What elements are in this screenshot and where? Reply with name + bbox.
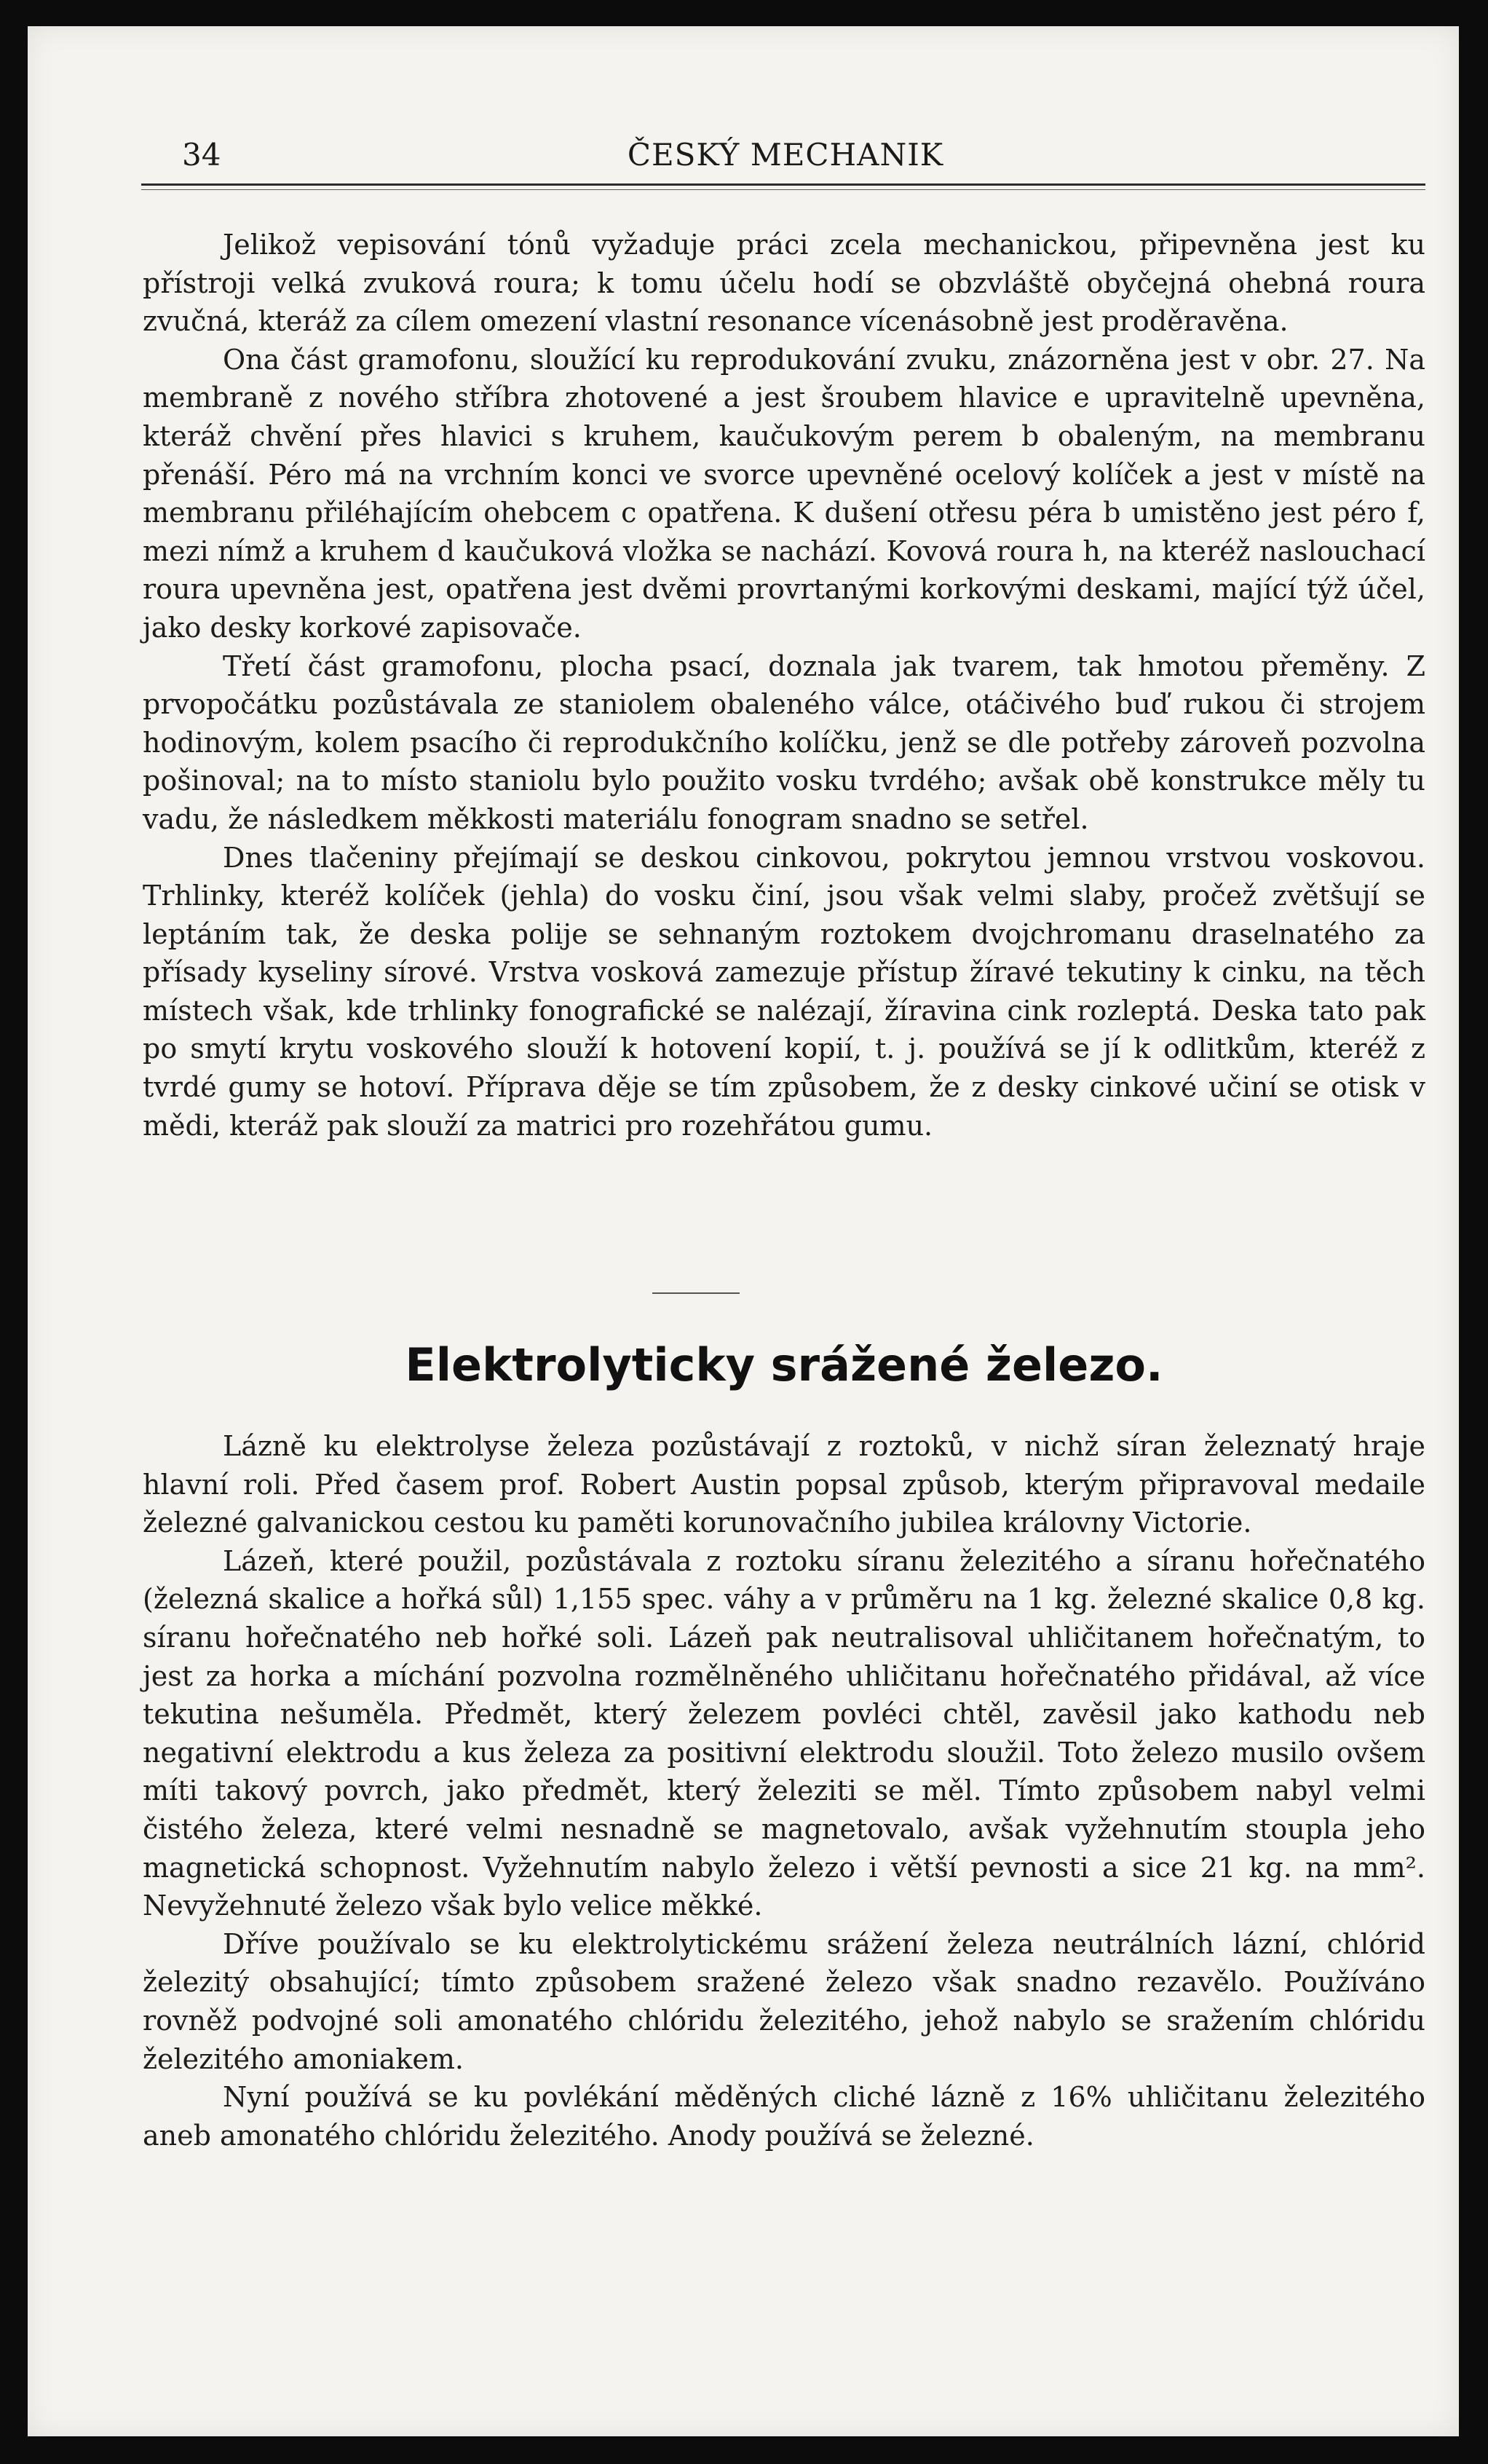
page-header bbox=[141, 109, 1430, 173]
running-title: ČESKÝ MECHANIK bbox=[627, 137, 944, 173]
paragraph: Dnes tlačeniny přejímají se deskou cinkovou, pokrytou jemnou vrstvou voskovou. Trhlinky, kteréž kolíček (jehla) do vosku činí, jsou však velmi slaby, pročež zvětšují se leptáním tak, že deska polije se sehnaným roztokem dvojchromanu draselnatého za přísady kyseliny sírové. Vrstva vosková zamezuje přístup žíravé tekutiny k cinku, na těch místech však, kde trhlinky fonografické se nalézají, žíravina cink rozleptá. Deska tato pak po smytí krytu voskového slouží k hotovení kopií, t. j. používá se jí k odlitkům, kteréž z tvrdé gumy se hotoví. Příprava děje se tím způsobem, že z desky cinkové učiní se otisk v mědi, kteráž pak slouží za matrici pro rozehřátou gumu. bbox=[143, 841, 1425, 1142]
paragraph: Lázně ku elektrolyse železa pozůstávají z roztoků, v nichž síran železnatý hraje hlavní roli. Před časem prof. Robert Austin popsal způsob, kterým připravoval medaile železné galvanickou cestou ku paměti korunovačního jubilea královny Victorie. bbox=[143, 1430, 1425, 1539]
section-body bbox=[143, 1427, 1425, 2155]
header-rule-thin bbox=[141, 189, 1425, 190]
paragraph: Dříve používalo se ku elektrolytickému srážení železa neutrálních lázní, chlórid železitý obsahující; tímto způsobem sražené železo však snadno rezavělo. Používáno rovněž podvojné soli amonatého chlóridu železitého, jehož nabylo se sražením chlóridu železitého amoniakem. bbox=[143, 1927, 1425, 2075]
section-divider bbox=[652, 1292, 740, 1294]
article-continued bbox=[143, 226, 1425, 1145]
page-number: 34 bbox=[182, 137, 221, 173]
header-rule bbox=[141, 183, 1425, 186]
paragraph: Lázeň, které použil, pozůstávala z roztoku síranu železitého a síranu hořečnatého (železná skalice a hořká sůl) 1,155 spec. váhy a v průměru na 1 kg. železné skalice 0,8 kg. síranu hořečnatého neb hořké soli. Lázeň pak neutralisoval uhličitanem hořečnatým, to jest za horka a míchání pozvolna rozmělněného uhličitanu hořečnatého přidával, až více tekutina nešuměla. Předmět, který železem povléci chtěl, zavěsil jako kathodu neb negativní elektrodu a kus železa za positivní elektrodu sloužil. Toto železo musilo ovšem míti takový povrch, jako předmět, který železiti se měl. Tímto způsobem nabyl velmi čistého železa, které velmi nesnadně se magnetovalo, avšak vyžehnutím stoupla jeho magnetická schopnost. Vyžehnutím nabylo železo i větší pevnosti a sice 21 kg. na mm². Nevyžehnuté železo však bylo velice měkké. bbox=[143, 1544, 1425, 1922]
paragraph: Třetí část gramofonu, plocha psací, doznala jak tvarem, tak hmotou přeměny. Z prvopočátku pozůstávala ze staniolem obaleného válce, otáčivého buď rukou či strojem hodinovým, kolem psacího či reprodukčního kolíčku, jenž se dle potřeby zároveň pozvolna pošinoval; na to místo staniolu bylo použito vosku tvrdého; avšak obě konstrukce měly tu vadu, že následkem měkkosti materiálu fonogram snadno se setřel. bbox=[143, 649, 1425, 835]
paragraph: Nyní používá se ku povlékání měděných cliché lázně z 16% uhličitanu železitého aneb amonatého chlóridu železitého. Anody používá se železné. bbox=[143, 2081, 1425, 2152]
section-title: Elektrolyticky srážené železo. bbox=[405, 1338, 1163, 1391]
paragraph: Jelikož vepisování tónů vyžaduje práci zcela mechanickou, připevněna jest ku přístroji velká zvuková roura; k tomu účelu hodí se obzvláště obyčejná ohebná roura zvučná, kteráž za cílem omezení vlastní resonance vícenásobně jest proděravěna. bbox=[143, 229, 1425, 338]
paragraph: Ona část gramofonu, sloužící ku reprodukování zvuku, znázorněna jest v obr. 27. Na membraně z nového stříbra zhotovené a jest šroubem hlavice e upravitelně upevněna, kteráž chvění přes hlavici s kruhem, kaučukovým perem b obaleným, na membranu přenáší. Péro má na vrchním konci ve svorce upevněné ocelový kolíček a jest v místě na membranu přiléhajícím ohebcem c opatřena. K dušení otřesu péra b umistěno jest péro f, mezi nímž a kruhem d kaučuková vložka se nachází. Kovová roura h, na kteréž naslouchací roura upevněna jest, opatřena jest dvěmi provrtanými korkovými deskami, mající týž účel, jako desky korkové zapisovače. bbox=[143, 343, 1425, 644]
